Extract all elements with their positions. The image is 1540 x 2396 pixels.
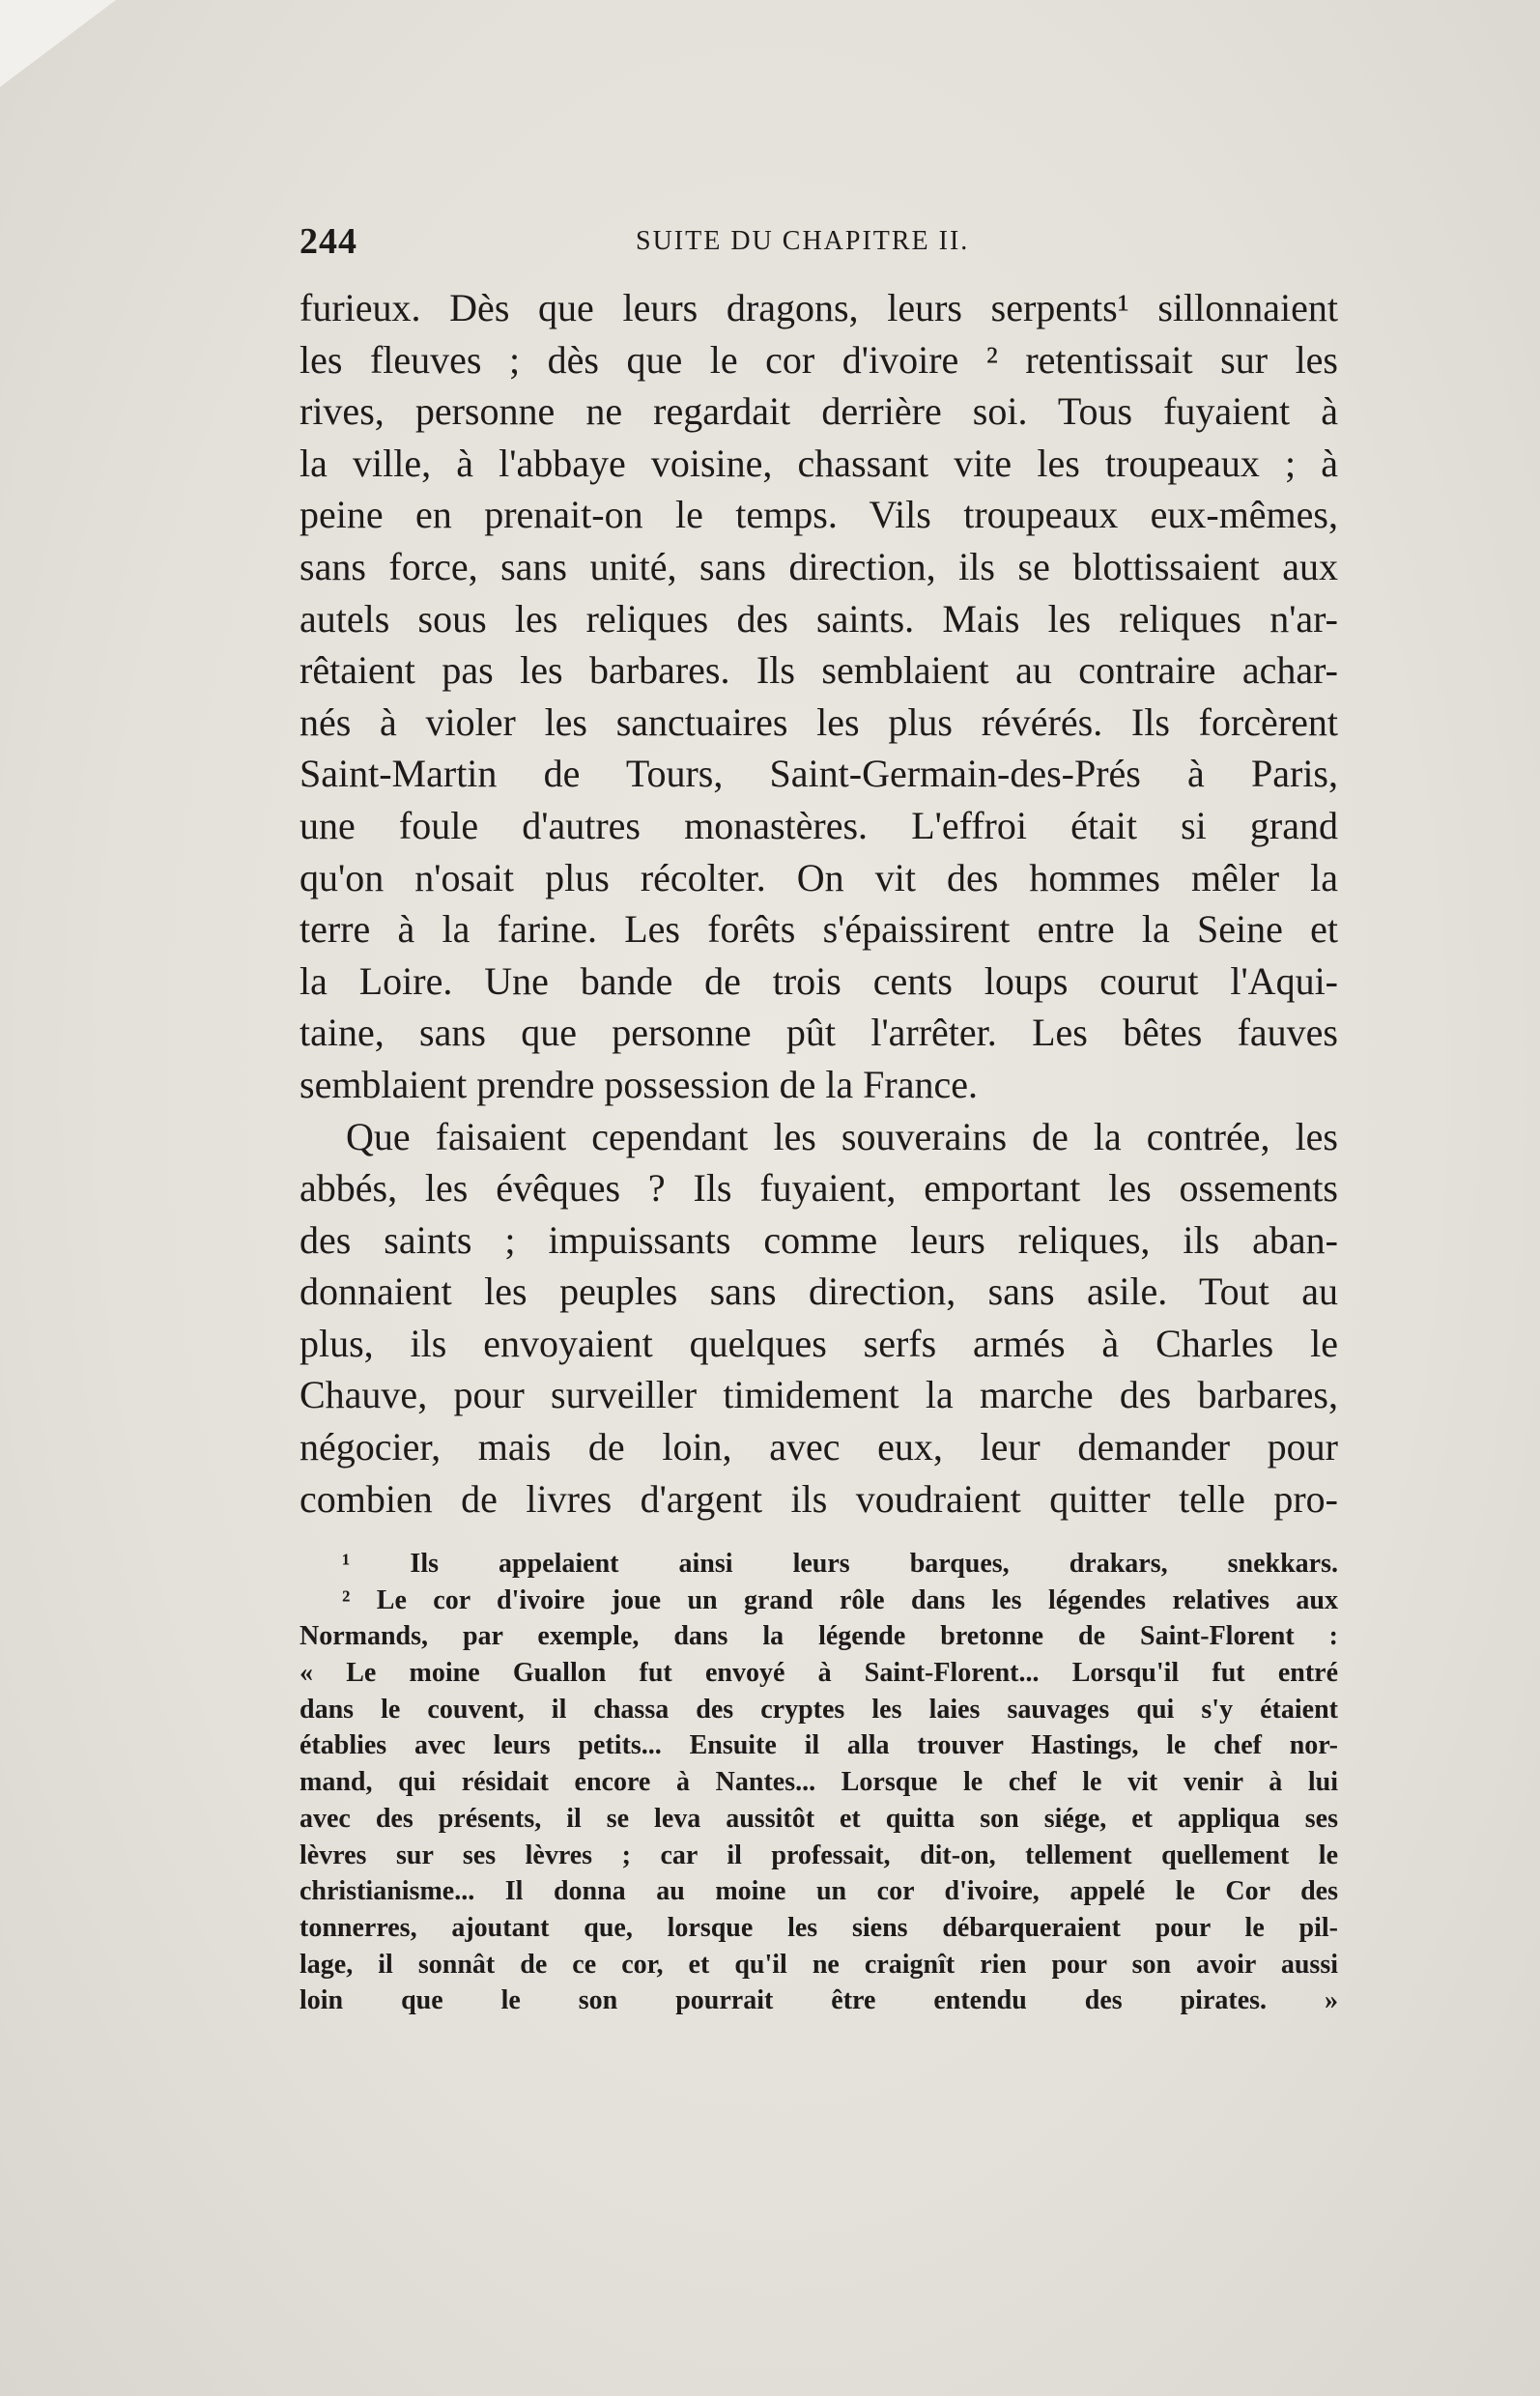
running-head: SUITE DU CHAPITRE II. [636,226,970,256]
page-corner-fold [0,0,116,87]
footnotes [299,1546,1338,2019]
page-number: 244 [299,221,357,262]
body-line: semblaient prendre possession de la France. [299,1062,979,1106]
footnote-line: établies avec leurs petits... Ensuite il alla trouver Hastings, le chef nor- [299,1730,1338,1761]
footnote-line: tonnerres, ajoutant que, lorsque les siens débarqueraient pour le pil- [299,1912,1338,1943]
body-line: plus, ils envoyaient quelques serfs armés à Charles le [299,1321,1338,1365]
body-line: rêtaient pas les barbares. Ils semblaient au contraire achar- [299,648,1338,693]
body-line: furieux. Dès que leurs dragons, leurs serpents¹ sillonnaient [299,286,1338,329]
body-line: nés à violer les sanctuaires les plus révérés. Ils forcèrent [299,699,1338,744]
body-line: autels sous les reliques des saints. Mais les reliques n'ar- [299,596,1338,641]
footnote-line: christianisme... Il donna au moine un cor d'ivoire, appelé le Cor des [299,1876,1338,1907]
footnote-line: ² Le cor d'ivoire joue un grand rôle dans les légendes relatives aux [342,1584,1338,1615]
body-text [299,282,1338,1525]
footnote-line: mand, qui résidait encore à Nantes... Lorsque le chef le vit venir à lui [299,1767,1338,1798]
body-line: qu'on n'osait plus récolter. On vit des hommes mêler la [299,855,1338,899]
footnote-line: lage, il sonnât de ce cor, et qu'il ne craignît rien pour son avoir aussi [299,1949,1338,1980]
body-line: rives, personne ne regardait derrière soi. Tous fuyaient à [299,389,1338,434]
body-line: Saint-Martin de Tours, Saint-Germain-des-Prés à Paris, [299,752,1338,796]
body-line: des saints ; impuissants comme leurs reliques, ils aban- [299,1217,1338,1262]
body-line: peine en prenait-on le temps. Vils troupeaux eux-mêmes, [299,493,1338,537]
body-line: abbés, les évêques ? Ils fuyaient, emportant les ossements [299,1166,1338,1211]
body-line: Chauve, pour surveiller timidement la marche des barbares, [299,1373,1338,1417]
footnote-line: Normands, par exemple, dans la légende bretonne de Saint-Florent : [299,1621,1338,1652]
footnote-line: ¹ Ils appelaient ainsi leurs barques, drakars, snekkars. [342,1549,1338,1579]
footnote-line: lèvres sur ses lèvres ; car il professait, dit-on, tellement quellement le [299,1840,1338,1870]
body-line: la Loire. Une bande de trois cents loups courut l'Aqui- [299,958,1338,1003]
body-line: taine, sans que personne pût l'arrêter. Les bêtes fauves [299,1011,1338,1055]
page-header [299,220,1343,269]
body-line: négocier, mais de loin, avec eux, leur demander pour [299,1425,1338,1469]
footnote-line: « Le moine Guallon fut envoyé à Saint-Florent... Lorsqu'il fut entré [299,1658,1338,1689]
body-line: la ville, à l'abbaye voisine, chassant vite les troupeaux ; à [299,441,1338,485]
body-line: les fleuves ; dès que le cor d'ivoire ² retentissait sur les [299,337,1338,382]
body-line: terre à la farine. Les forêts s'épaissirent entre la Seine et [299,907,1338,952]
body-line: combien de livres d'argent ils voudraient quitter telle pro- [299,1476,1338,1521]
body-line: Que faisaient cependant les souverains de la contrée, les [346,1114,1338,1158]
body-line: une foule d'autres monastères. L'effroi était si grand [299,803,1338,847]
footnote-line: loin que le son pourrait être entendu des pirates. » [299,1985,1338,2016]
body-line: donnaient les peuples sans direction, sans asile. Tout au [299,1269,1338,1314]
body-line: sans force, sans unité, sans direction, ils se blottissaient aux [299,544,1338,588]
footnote-line: avec des présents, il se leva aussitôt et quitta son siége, et appliqua ses [299,1803,1338,1834]
footnote-line: dans le couvent, il chassa des cryptes les laies sauvages qui s'y étaient [299,1694,1338,1725]
